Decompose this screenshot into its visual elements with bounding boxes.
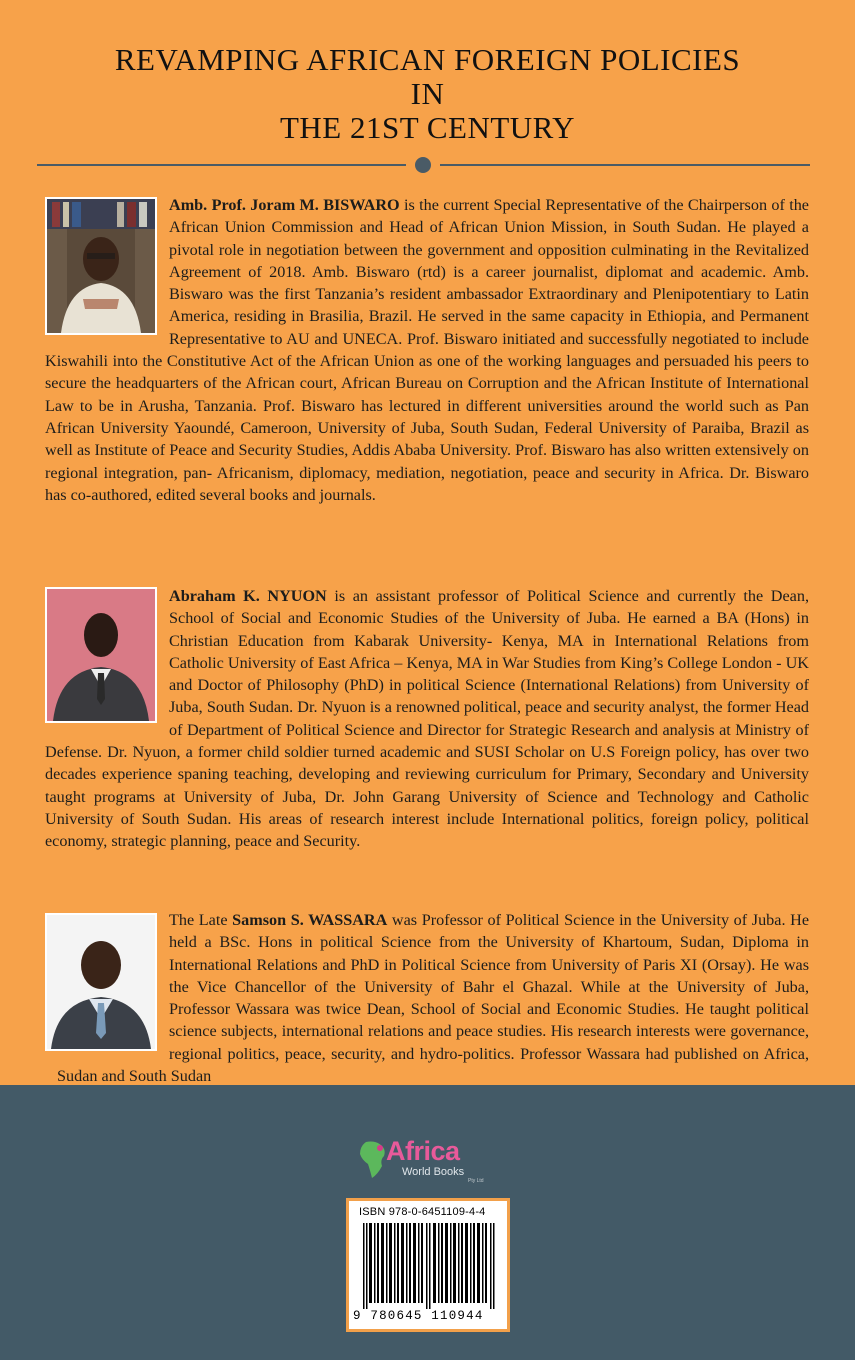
title-divider-dot: [415, 157, 431, 173]
barcode-graphic: [363, 1223, 497, 1309]
bio-wassara: [57, 909, 809, 1087]
photo-spacer: [45, 585, 169, 725]
isbn-barcode-box: [346, 1198, 510, 1332]
bio-name: Amb. Prof. Joram M. BISWARO: [169, 196, 400, 214]
bio-text: is an assistant professor of Political Science and currently the Dean, School of Social and Economic Studies of the University of Juba. He earned a BA (Hons) in Christian Education from Kabarak University- Kenya, MA in International Relations from Catholic University of East Africa – Kenya, MA in War Studies from King’s College London - UK and Doctor of Philosophy (PhD) in political Science (International Relations) from University of Juba, South Sudan. Dr. Nyuon is a renowned political, peace and security analyst, the former Head of Department of Political Science and Director for Strategic Research and analysis at Ministry of Defense. Dr. Nyuon, a former child soldier turned academic and SUSI Scholar on U.S Foreign policy, has over two decades experience spaning teaching, developing and reviewing curriculum for Primary, Secondary and University taught programs at University of Juba, Dr. John Garang University of Science and Technology and Catholic University of South Sudan. His areas of research interest include International politics, foreign policy, political economy, strategic planning, peace and Security.: [45, 587, 809, 851]
bio-nyuon: [45, 585, 809, 853]
title-divider-left: [37, 164, 406, 166]
bio-prefix: The Late: [169, 911, 233, 929]
publisher-subname: World Books: [402, 1166, 465, 1178]
photo-spacer: [57, 909, 169, 1043]
photo-spacer: [45, 194, 169, 335]
book-title-line-2: IN: [410, 76, 445, 111]
publisher-tiny: Pty Ltd: [468, 1178, 484, 1184]
isbn-label: ISBN 978-0-6451109-4-4: [359, 1206, 486, 1218]
bio-text: was Professor of Political Science in the University of Juba. He held a BSc. Hons in political Science from the University of Khartoum, Sudan, Diploma in International Relations and PhD in Political Science from University of Paris XI (Orsay). He was the Vice Chancellor of the University of Bahr el Ghazal. While at the University of Juba, Professor Wassara was twice Dean, School of Social and Economic Studies. He taught political science subjects, international relations and peace studies. His research interests were governance, regional politics, peace, security, and hydro-politics. Professor Wassara had published on Africa, Sudan and South Sudan: [57, 911, 810, 1086]
book-title-line-3: THE 21ST CENTURY: [279, 110, 576, 145]
bio-name: Samson S. WASSARA: [232, 911, 388, 929]
isbn-digits: 9 780645 110944: [353, 1309, 484, 1323]
publisher-name: Africa: [386, 1136, 460, 1166]
title-divider-right: [440, 164, 810, 166]
bio-text: is the current Special Representative of the Chairperson of the African Union Commission and Head of African Union Mission, in South Sudan. He played a pivotal role in negotiation between the government and opposition culminating in the Revitalized Agreement of 2018. Amb. Biswaro (rtd) is a career journalist, diplomat and academic. Amb. Biswaro was the first Tanzania’s resident ambassador Extraordinary and Plenipotentiary to Latin America, residing in Brasilia, Brazil. He served in the same capacity in Ethiopia, and Permanent Representative to AU and UNECA. Prof. Biswaro initiated and successfully negotiated to include Kiswahili into the Constitutive Act of the African Union as one of the working languages and persuaded his peers to secure the headquarters of the African court, African Bureau on Corruption and the African Institute of International Law to be in Arusha, Tanzania. Prof. Biswaro has lectured in different universities around the world such as Pan African University Yaoundé, Cameroon, University of Juba, South Sudan, Federal University of Paraiba, Brazil as well as Institute of Peace and Security Studies, Addis Ababa University. Prof. Biswaro has also written extensively on regional integration, pan- Africanism, diplomacy, mediation, negotiation, peace and security in Africa. Dr. Biswaro has co-authored, edited several books and journals.: [45, 196, 809, 504]
book-title-line-1: REVAMPING AFRICAN FOREIGN POLICIES: [114, 42, 741, 77]
bio-name: Abraham K. NYUON: [169, 587, 327, 605]
africa-map-icon: [358, 1140, 388, 1180]
publisher-logo: [358, 1138, 498, 1184]
bio-biswaro: [45, 194, 809, 506]
